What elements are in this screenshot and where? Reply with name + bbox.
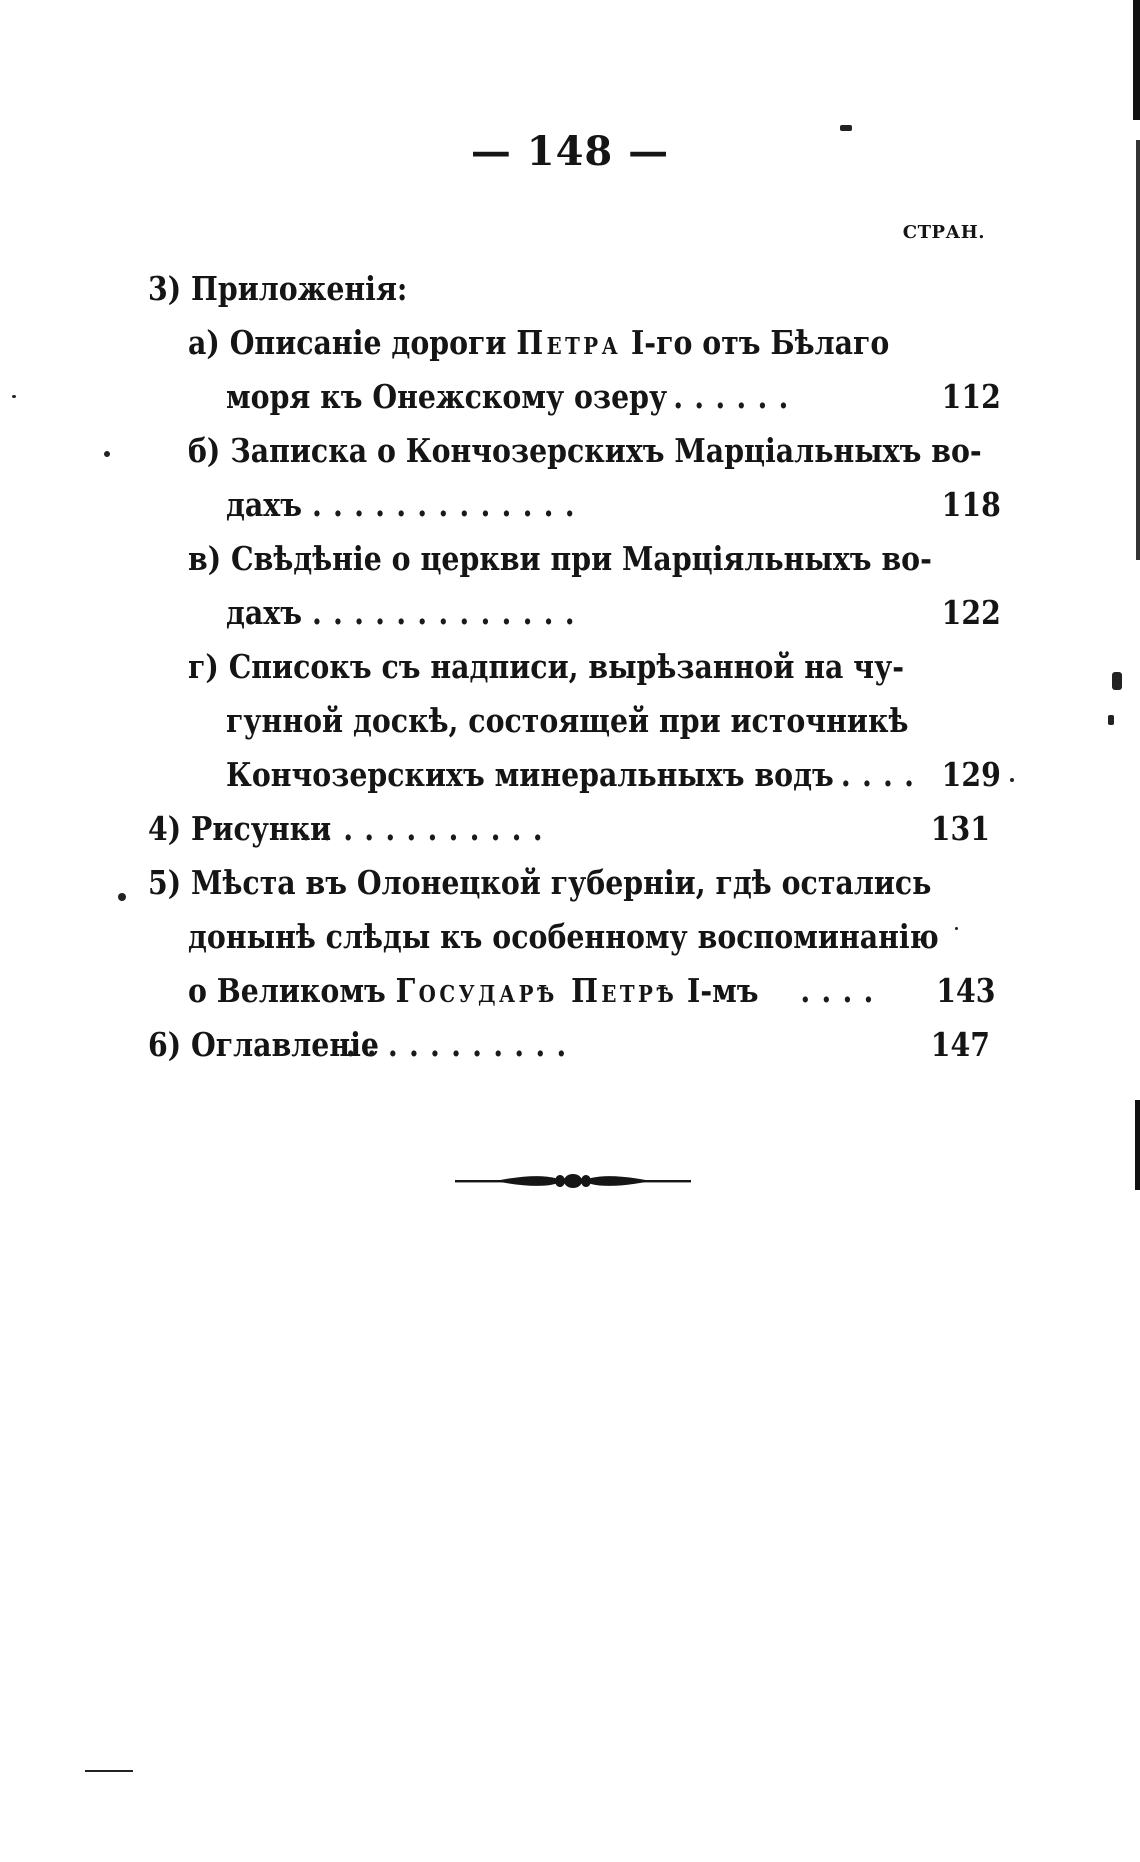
toc-entry-text: о Великомъ Государѣ Петрѣ I-мъ — [188, 971, 759, 1010]
toc-entry-text: 4) Рисунки — [148, 809, 332, 848]
toc-entry-text: моря къ Онежскому озеру — [226, 377, 668, 416]
toc-entry-text: Кончозерскихъ минеральныхъ водъ — [226, 755, 834, 794]
toc-entry — [226, 586, 1001, 640]
toc-entry — [188, 316, 1030, 370]
scan-speck — [118, 893, 126, 901]
toc-entry-text: донынѣ слѣды къ особенному воспоминанію — [188, 917, 939, 956]
toc-entry — [148, 1018, 990, 1072]
toc-entry-text: дахъ — [226, 485, 303, 524]
dot-leader: ............ — [301, 809, 554, 848]
toc-entry — [226, 478, 1001, 532]
scan-speck — [955, 927, 958, 930]
toc-entry-text: а) Описаніе дороги Петра I-го отъ Бѣлаго — [188, 323, 890, 362]
scan-edge-shadow — [1133, 0, 1140, 120]
toc-entry-text: 6) Оглавленіе — [148, 1025, 379, 1064]
table-of-contents — [148, 262, 1001, 1072]
toc-entry — [188, 424, 1030, 478]
toc-entry-text: 5) Мѣста въ Олонецкой губерніи, гдѣ остались — [148, 863, 932, 902]
scan-speck — [12, 395, 16, 398]
toc-entry-text: гунной доскѣ, состоящей при источникѣ — [226, 701, 909, 740]
ornamental-rule — [455, 1170, 691, 1192]
scan-edge-shadow — [1136, 140, 1140, 560]
toc-entry — [148, 802, 990, 856]
toc-entry-text: б) Записка о Кончозерскихъ Марціальныхъ во- — [188, 431, 982, 470]
toc-entry-text: 3) Приложенія: — [148, 269, 408, 308]
toc-page-number: 147 — [930, 1025, 990, 1064]
toc-page-number: 122 — [941, 593, 1001, 632]
scan-speck — [840, 125, 852, 131]
scan-speck — [85, 1770, 133, 1772]
toc-entry-text: в) Свѣдѣніе о церкви при Марціяльныхъ во- — [188, 539, 932, 578]
toc-page-number: 143 — [936, 971, 996, 1010]
toc-entry-text: дахъ — [226, 593, 303, 632]
toc-entry — [148, 856, 990, 910]
page-number: — 148 — — [470, 128, 670, 175]
page-column-header: СТРАН. — [902, 222, 985, 243]
toc-section-heading — [148, 262, 990, 316]
scan-speck — [1112, 672, 1122, 690]
dot-leader: .... — [800, 971, 885, 1010]
scan-speck — [1010, 778, 1014, 782]
toc-page-number: 112 — [941, 377, 1001, 416]
scan-speck — [104, 451, 110, 457]
toc-entry-text: г) Списокъ съ надписи, вырѣзанной на чу- — [188, 647, 905, 686]
dot-leader: .... — [840, 755, 926, 794]
toc-entry — [226, 748, 1001, 802]
toc-entry — [188, 910, 1030, 964]
dot-leader: ...... — [673, 377, 800, 416]
dot-leader: ........... — [345, 1025, 578, 1064]
dot-leader: ............. — [312, 593, 586, 632]
dot-leader: ............. — [312, 485, 586, 524]
toc-page-number: 129 — [941, 755, 1001, 794]
toc-entry — [188, 964, 996, 1018]
toc-entry — [226, 694, 1068, 748]
toc-entry — [188, 640, 1030, 694]
scan-speck — [1108, 715, 1114, 725]
toc-page-number: 118 — [941, 485, 1001, 524]
toc-entry — [188, 532, 1030, 586]
toc-entry — [226, 370, 1001, 424]
toc-page-number: 131 — [930, 809, 990, 848]
scan-edge-shadow — [1135, 1100, 1140, 1190]
